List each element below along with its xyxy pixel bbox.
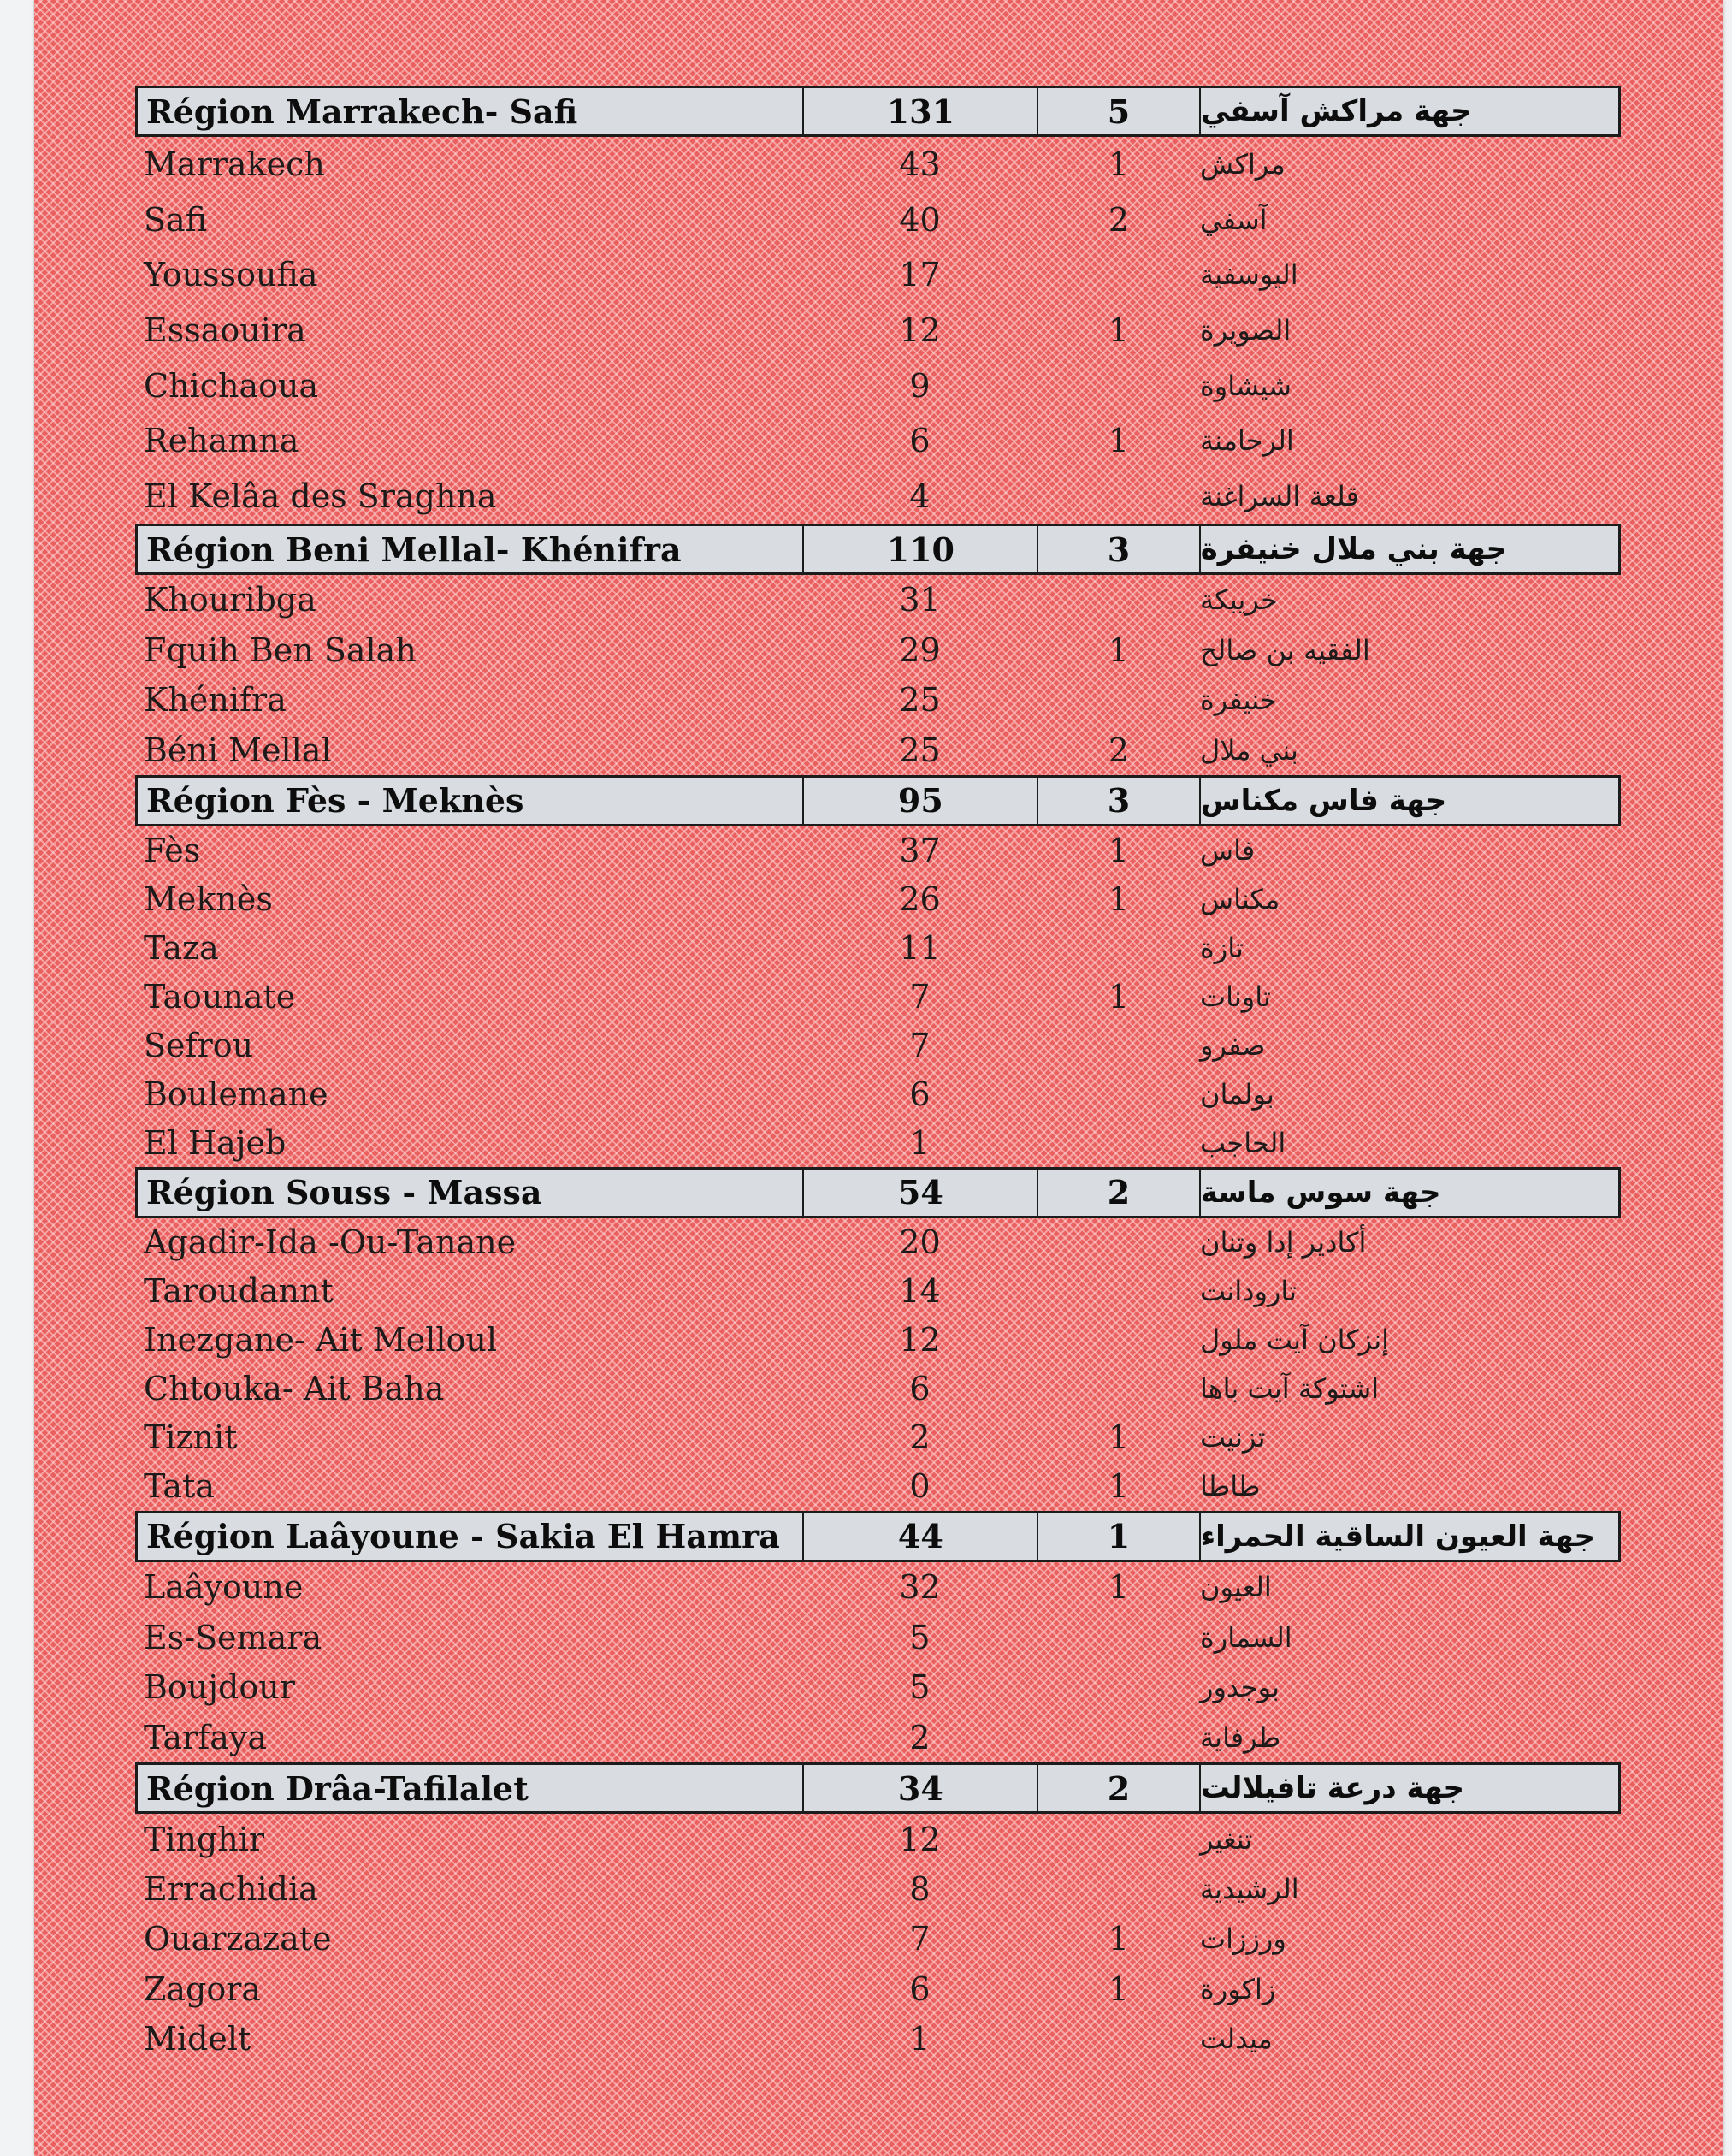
region-second-count: 2 — [1037, 1170, 1198, 1216]
province-name-ar: مراكش — [1200, 148, 1286, 181]
province-name-ar: طرفاية — [1200, 1721, 1281, 1755]
province-count: 9 — [909, 366, 931, 405]
province-name-fr: Taounate — [144, 977, 296, 1016]
province-count: 6 — [909, 1075, 931, 1113]
province-name-fr: Tinghir — [144, 1820, 265, 1858]
province-name-ar: بولمان — [1200, 1077, 1274, 1111]
province-count: 17 — [899, 256, 941, 294]
province-name-fr: Fquih Ben Salah — [144, 631, 417, 669]
province-name-fr: Rehamna — [144, 422, 299, 460]
province-name-ar: تارودانت — [1200, 1275, 1298, 1308]
province-count: 29 — [899, 631, 941, 669]
province-name-fr: Tiznit — [144, 1419, 238, 1457]
province-name-ar: صفرو — [1200, 1028, 1266, 1062]
province-name-ar: السمارة — [1200, 1620, 1292, 1654]
region-name-fr: Région Laâyoune - Sakia El Hamra — [146, 1517, 780, 1556]
province-count: 12 — [899, 311, 941, 350]
province-row — [135, 625, 1621, 675]
province-count: 2 — [909, 1719, 931, 1757]
region-total: 54 — [802, 1170, 1037, 1216]
province-row — [135, 192, 1621, 248]
province-name-ar: الحاجب — [1200, 1126, 1286, 1159]
province-second-count: 1 — [1108, 1568, 1130, 1607]
province-name-fr: Boulemane — [144, 1075, 328, 1113]
province-count: 25 — [899, 681, 941, 720]
province-second-count: 1 — [1108, 145, 1130, 184]
province-name-ar: مكناس — [1200, 883, 1280, 916]
province-row — [135, 1914, 1621, 1964]
province-count: 32 — [899, 1568, 941, 1607]
province-name-fr: Inezgane- Ait Melloul — [144, 1321, 498, 1359]
region-total: 95 — [802, 778, 1037, 824]
province-name-fr: Khénifra — [144, 681, 287, 720]
province-count: 6 — [909, 422, 931, 460]
province-row — [135, 972, 1621, 1021]
province-name-fr: Béni Mellal — [144, 731, 332, 769]
province-count: 7 — [909, 1026, 931, 1064]
province-row — [135, 1218, 1621, 1267]
region-total: 131 — [802, 88, 1037, 134]
province-count: 11 — [899, 928, 941, 967]
province-name-fr: Taza — [144, 928, 219, 967]
province-count: 25 — [899, 731, 941, 769]
province-row — [135, 1365, 1621, 1413]
province-second-count: 1 — [1108, 1920, 1130, 1958]
province-row — [135, 675, 1621, 725]
province-row — [135, 247, 1621, 303]
province-name-ar: الرشيدية — [1200, 1872, 1299, 1905]
province-row — [135, 2014, 1621, 2064]
province-row — [135, 1562, 1621, 1613]
province-row — [135, 1118, 1621, 1167]
province-count: 14 — [899, 1272, 941, 1311]
region-header — [135, 1762, 1621, 1814]
province-name-fr: Laâyoune — [144, 1568, 304, 1607]
region-name-fr: Région Beni Mellal- Khénifra — [146, 530, 682, 569]
region-name-ar: جهة مراكش آسفي — [1199, 88, 1618, 134]
province-name-fr: Tata — [144, 1467, 215, 1506]
province-count: 6 — [909, 1969, 931, 2008]
province-name-fr: Essaouira — [144, 311, 306, 350]
province-name-ar: شيشاوة — [1200, 369, 1292, 402]
province-name-fr: Zagora — [144, 1969, 262, 2008]
region-name-fr: Région Drâa-Tafilalet — [146, 1768, 529, 1808]
province-name-ar: الرحامنة — [1200, 424, 1294, 458]
region-header — [135, 524, 1621, 575]
province-row — [135, 303, 1621, 358]
province-name-fr: Taroudannt — [144, 1272, 334, 1311]
province-name-fr: Fès — [144, 832, 201, 870]
region-name-ar: جهة فاس مكناس — [1199, 778, 1618, 824]
province-name-fr: Marrakech — [144, 145, 325, 184]
province-row — [135, 1814, 1621, 1863]
region-table — [135, 86, 1621, 2064]
province-row — [135, 469, 1621, 524]
province-second-count: 2 — [1108, 731, 1130, 769]
province-row — [135, 1021, 1621, 1069]
province-name-ar: إنزكان آيت ملول — [1200, 1324, 1390, 1357]
province-name-ar: تاونات — [1200, 980, 1271, 1013]
region-header — [135, 1167, 1621, 1218]
province-name-fr: Midelt — [144, 2020, 251, 2058]
province-row — [135, 413, 1621, 469]
region-header — [135, 1511, 1621, 1562]
province-name-ar: زاكورة — [1200, 1972, 1276, 2005]
province-row — [135, 1713, 1621, 1763]
province-name-ar: طاطا — [1200, 1470, 1261, 1503]
province-name-fr: Chichaoua — [144, 366, 319, 405]
province-row — [135, 137, 1621, 192]
province-count: 4 — [909, 477, 931, 515]
province-row — [135, 358, 1621, 413]
province-count: 43 — [899, 145, 941, 184]
region-second-count: 3 — [1037, 526, 1198, 572]
province-name-ar: بني ملال — [1200, 733, 1298, 767]
province-second-count: 1 — [1108, 311, 1130, 350]
province-row — [135, 1662, 1621, 1713]
province-name-fr: Safi — [144, 200, 208, 239]
province-name-fr: Meknès — [144, 880, 273, 919]
province-row — [135, 725, 1621, 774]
province-count: 5 — [909, 1618, 931, 1656]
province-row — [135, 575, 1621, 625]
province-row — [135, 1267, 1621, 1316]
province-row — [135, 1316, 1621, 1365]
province-name-ar: تزنيت — [1200, 1421, 1266, 1454]
region-total: 44 — [802, 1513, 1037, 1560]
province-name-ar: قلعة السراغنة — [1200, 479, 1359, 512]
region-total: 110 — [802, 526, 1037, 572]
province-count: 31 — [899, 581, 941, 619]
document-page — [34, 0, 1723, 2156]
province-second-count: 1 — [1108, 631, 1130, 669]
province-name-ar: خنيفرة — [1200, 684, 1277, 717]
province-count: 6 — [909, 1370, 931, 1408]
province-name-ar: العيون — [1200, 1571, 1272, 1604]
province-row — [135, 1069, 1621, 1118]
region-name-fr: Région Souss - Massa — [146, 1173, 542, 1212]
region-name-fr: Région Marrakech- Safi — [146, 92, 578, 131]
province-name-ar: الصويرة — [1200, 314, 1292, 347]
province-name-ar: الفقيه بن صالح — [1200, 633, 1370, 666]
province-second-count: 1 — [1108, 1419, 1130, 1457]
province-count: 37 — [899, 832, 941, 870]
province-name-fr: El Hajeb — [144, 1123, 287, 1162]
province-row — [135, 875, 1621, 924]
province-name-ar: ميدلت — [1200, 2023, 1273, 2056]
province-count: 8 — [909, 1869, 931, 1908]
province-name-ar: فاس — [1200, 834, 1256, 868]
province-name-fr: Ouarzazate — [144, 1920, 332, 1958]
province-count: 12 — [899, 1321, 941, 1359]
province-count: 5 — [909, 1668, 931, 1707]
province-count: 20 — [899, 1223, 941, 1262]
province-count: 12 — [899, 1820, 941, 1858]
province-name-fr: Sefrou — [144, 1026, 254, 1064]
province-second-count: 1 — [1108, 1969, 1130, 2008]
province-name-fr: Errachidia — [144, 1869, 318, 1908]
province-second-count: 1 — [1108, 1467, 1130, 1506]
province-name-fr: Boujdour — [144, 1668, 295, 1707]
province-row — [135, 1964, 1621, 2014]
province-second-count: 1 — [1108, 977, 1130, 1016]
region-total: 34 — [802, 1765, 1037, 1811]
province-second-count: 1 — [1108, 832, 1130, 870]
province-row — [135, 1462, 1621, 1511]
province-count: 40 — [899, 200, 941, 239]
province-name-fr: Es-Semara — [144, 1618, 322, 1656]
province-name-ar: اليوسفية — [1200, 258, 1298, 292]
province-second-count: 1 — [1108, 880, 1130, 919]
province-name-ar: آسفي — [1200, 203, 1268, 236]
region-second-count: 5 — [1037, 88, 1198, 134]
province-row — [135, 826, 1621, 875]
region-second-count: 1 — [1037, 1513, 1198, 1560]
region-name-ar: جهة بني ملال خنيفرة — [1199, 526, 1618, 572]
province-second-count: 1 — [1108, 422, 1130, 460]
province-row — [135, 924, 1621, 973]
province-name-ar: خريبكة — [1200, 583, 1278, 617]
region-name-fr: Région Fès - Meknès — [146, 781, 524, 820]
province-count: 7 — [909, 1920, 931, 1958]
region-second-count: 2 — [1037, 1765, 1198, 1811]
region-name-ar: جهة سوس ماسة — [1199, 1170, 1618, 1216]
province-name-fr: Agadir-Ida -Ou-Tanane — [144, 1223, 517, 1262]
province-name-fr: Khouribga — [144, 581, 316, 619]
province-name-fr: Tarfaya — [144, 1719, 268, 1757]
province-count: 2 — [909, 1419, 931, 1457]
province-count: 0 — [909, 1467, 931, 1506]
region-second-count: 3 — [1037, 778, 1198, 824]
province-row — [135, 1613, 1621, 1663]
province-name-ar: اشتوكة آيت باها — [1200, 1372, 1380, 1406]
region-name-ar: جهة درعة تافيلالت — [1199, 1765, 1618, 1811]
region-header — [135, 775, 1621, 826]
province-name-ar: تازة — [1200, 931, 1244, 964]
province-count: 1 — [909, 1123, 931, 1162]
province-name-ar: ورززات — [1200, 1922, 1286, 1956]
region-name-ar: جهة العيون الساقية الحمراء — [1199, 1513, 1618, 1560]
province-row — [135, 1864, 1621, 1914]
province-name-ar: بوجدور — [1200, 1671, 1280, 1704]
province-count: 1 — [909, 2020, 931, 2058]
province-count: 26 — [899, 880, 941, 919]
province-name-fr: Chtouka- Ait Baha — [144, 1370, 445, 1408]
province-name-ar: تنغير — [1200, 1822, 1253, 1856]
region-header — [135, 86, 1621, 137]
province-row — [135, 1413, 1621, 1462]
province-name-fr: Youssoufia — [144, 256, 318, 294]
province-name-fr: El Kelâa des Sraghna — [144, 477, 497, 515]
province-second-count: 2 — [1108, 200, 1130, 239]
province-name-ar: أكادير إدا وتنان — [1200, 1226, 1367, 1259]
province-count: 7 — [909, 977, 931, 1016]
